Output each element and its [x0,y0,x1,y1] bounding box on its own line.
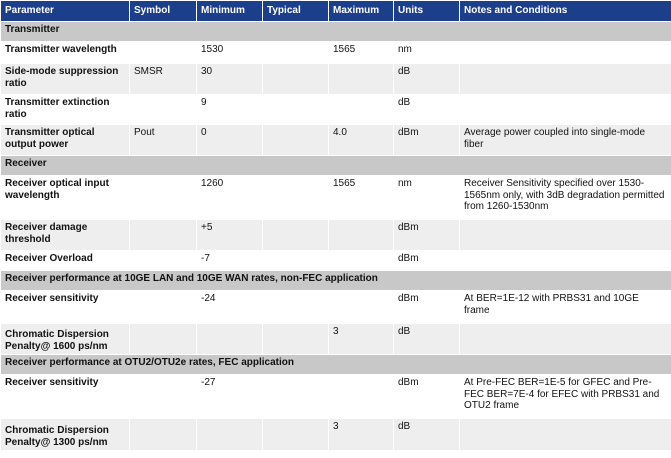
cell-notes: At BER=1E-12 with PRBS31 and 10GE frame [460,291,671,324]
cell-minimum: 1260 [197,176,263,220]
section-title: Receiver [1,156,671,176]
cell-symbol [130,324,197,355]
cell-typical [263,375,329,419]
cell-notes: At Pre-FEC BER=1E-5 for GFEC and Pre-FEC BER=7E-4 for EFEC with PRBS31 and OTU2 frame [460,375,671,419]
col-header-parameter: Parameter [1,1,130,22]
cell-notes: Average power coupled into single-mode fiber [460,125,671,156]
table-row [1,125,671,156]
cell-minimum [197,419,263,451]
section-title: Receiver performance at OTU2/OTU2e rates, FEC application [1,355,671,375]
section-row [1,156,671,176]
cell-typical [263,64,329,95]
cell-maximum [329,291,394,324]
cell-symbol [130,42,197,64]
cell-units: dBm [394,125,460,156]
section-title: Receiver performance at 10GE LAN and 10GE WAN rates, non-FEC application [1,271,671,291]
section-row [1,355,671,375]
cell-typical [263,95,329,125]
section-title: Transmitter [1,22,671,42]
cell-symbol [130,291,197,324]
cell-maximum [329,64,394,95]
cell-maximum: 3 [329,324,394,355]
section-row [1,22,671,42]
table-row [1,251,671,271]
cell-units: dB [394,95,460,125]
cell-maximum [329,220,394,251]
table-row [1,375,671,419]
cell-units: dBm [394,291,460,324]
cell-symbol [130,251,197,271]
cell-parameter: Receiver sensitivity [1,375,130,419]
cell-typical [263,419,329,451]
cell-maximum: 4.0 [329,125,394,156]
cell-minimum: -27 [197,375,263,419]
cell-notes [460,419,671,451]
header-row [1,1,671,22]
cell-notes [460,95,671,125]
cell-minimum: 9 [197,95,263,125]
cell-typical [263,251,329,271]
cell-typical [263,220,329,251]
cell-minimum: -7 [197,251,263,271]
cell-units: nm [394,176,460,220]
cell-notes: Receiver Sensitivity specified over 1530-1565nm only, with 3dB degradation permitted from 1260-1530nm [460,176,671,220]
cell-symbol [130,95,197,125]
cell-symbol: SMSR [130,64,197,95]
cell-minimum: +5 [197,220,263,251]
table-row [1,220,671,251]
cell-parameter: Receiver Overload [1,251,130,271]
cell-parameter: Transmitter extinction ratio [1,95,130,125]
cell-maximum: 3 [329,419,394,451]
table-row [1,176,671,220]
cell-maximum [329,251,394,271]
cell-units: dB [394,419,460,451]
cell-notes [460,64,671,95]
cell-parameter: Transmitter wavelength [1,42,130,64]
cell-parameter: Chromatic Dispersion Penalty@ 1600 ps/nm [1,324,130,355]
cell-units: dBm [394,251,460,271]
table-row [1,324,671,355]
cell-minimum [197,324,263,355]
table-row [1,291,671,324]
cell-symbol [130,419,197,451]
table-row [1,95,671,125]
cell-parameter: Chromatic Dispersion Penalty@ 1300 ps/nm [1,419,130,451]
table-row [1,64,671,95]
col-header-units: Units [394,1,460,22]
cell-units: dB [394,324,460,355]
cell-notes [460,324,671,355]
cell-typical [263,42,329,64]
cell-notes [460,251,671,271]
cell-minimum: 30 [197,64,263,95]
cell-minimum: 0 [197,125,263,156]
cell-minimum: 1530 [197,42,263,64]
cell-parameter: Transmitter optical output power [1,125,130,156]
cell-parameter: Receiver sensitivity [1,291,130,324]
cell-typical [263,291,329,324]
col-header-maximum: Maximum [329,1,394,22]
cell-parameter: Receiver damage threshold [1,220,130,251]
cell-typical [263,176,329,220]
cell-parameter: Side-mode suppression ratio [1,64,130,95]
cell-notes [460,42,671,64]
col-header-minimum: Minimum [197,1,263,22]
table-row [1,419,671,451]
cell-symbol: Pout [130,125,197,156]
cell-notes [460,220,671,251]
cell-symbol [130,220,197,251]
cell-maximum [329,95,394,125]
cell-maximum: 1565 [329,176,394,220]
section-row [1,271,671,291]
cell-units: nm [394,42,460,64]
col-header-symbol: Symbol [130,1,197,22]
col-header-notes: Notes and Conditions [460,1,671,22]
cell-units: dBm [394,220,460,251]
cell-typical [263,125,329,156]
table-row [1,42,671,64]
cell-maximum [329,375,394,419]
cell-parameter: Receiver optical input wavelength [1,176,130,220]
cell-symbol [130,176,197,220]
col-header-typical: Typical [263,1,329,22]
cell-maximum: 1565 [329,42,394,64]
cell-units: dBm [394,375,460,419]
cell-minimum: -24 [197,291,263,324]
cell-symbol [130,375,197,419]
cell-units: dB [394,64,460,95]
cell-typical [263,324,329,355]
